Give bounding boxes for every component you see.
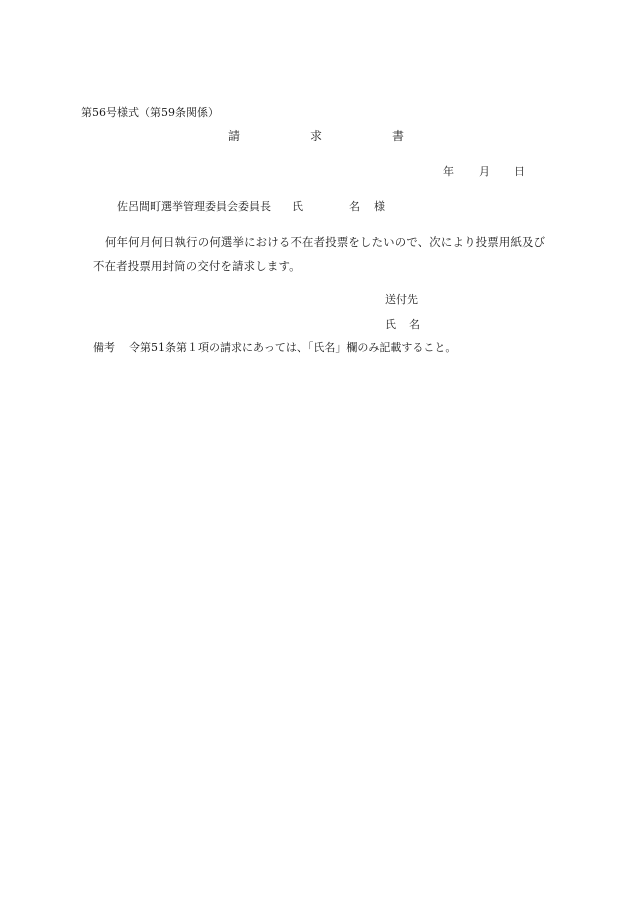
form-number-label: 第56号様式（第59条関係） xyxy=(81,106,219,119)
sender-name-part1: 氏 xyxy=(385,318,396,331)
title-char-3: 書 xyxy=(392,129,405,143)
remarks-text: 令第51条第１項の請求にあっては、「氏名」欄のみ記載すること。 xyxy=(129,341,457,354)
date-day-label: 日 xyxy=(514,165,525,178)
date-month-label: 月 xyxy=(479,165,490,178)
addressee-name-part1: 氏 xyxy=(292,200,303,213)
sender-address-label: 送付先 xyxy=(385,293,418,306)
body-line-1: 何年何月何日執行の何選挙における不在者投票をしたいので、次により投票用紙及び xyxy=(105,235,546,249)
date-year-label: 年 xyxy=(443,165,454,178)
addressee-name-part2: 名 xyxy=(349,200,360,213)
addressee-honorific: 様 xyxy=(374,200,385,213)
sender-name-part2: 名 xyxy=(409,318,420,331)
remarks-label: 備考 xyxy=(93,341,115,354)
title-char-2: 求 xyxy=(310,129,323,143)
addressee-office: 佐呂間町選挙管理委員会委員長 xyxy=(117,200,271,213)
title-char-1: 請 xyxy=(228,129,241,143)
body-line-2: 不在者投票用封筒の交付を請求します。 xyxy=(93,259,301,273)
